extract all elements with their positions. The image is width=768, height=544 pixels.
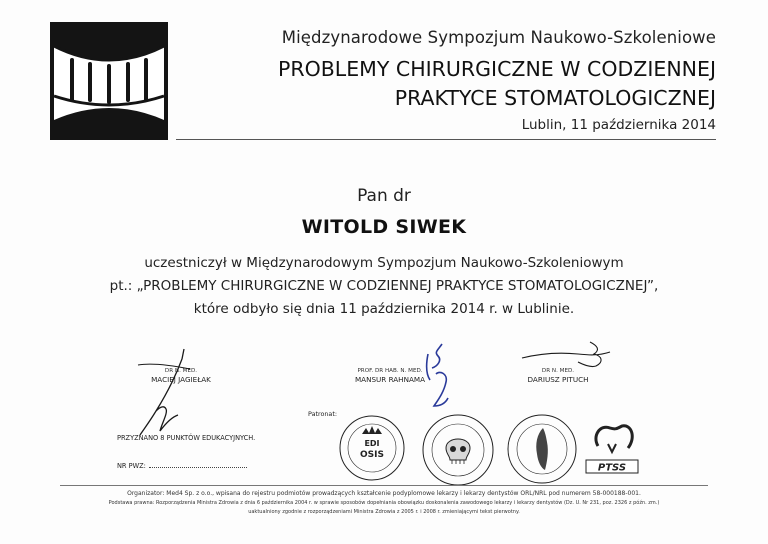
body-line-2: pt.: „PROBLEMY CHIRURGICZNE W CODZIENNEJ PRAKTYCE STOMATOLOGICZNEJ”, bbox=[109, 278, 659, 294]
footer-organizer: Organizator: Med4 Sp. z o.o., wpisana do rejestru podmiotów prowadzących kształcenie podyplomowe lekarzy i lekarzy dentystów ORL/NRL pod numerem 58-000188-001. bbox=[127, 490, 641, 497]
title-line-1: PROBLEMY CHIRURGICZNE W CODZIENNEJ bbox=[278, 57, 716, 81]
pwz-field bbox=[117, 461, 247, 470]
edi-text: EDI bbox=[364, 439, 380, 448]
signature-rahnama-icon bbox=[408, 340, 464, 416]
salutation: Pan dr bbox=[357, 186, 411, 206]
place-date: Lublin, 11 października 2014 bbox=[521, 117, 716, 133]
tooth-profile-logo-icon bbox=[505, 412, 579, 486]
signatory-title: DR N. MED. bbox=[164, 368, 198, 374]
signatory-name: DARIUSZ PITUCH bbox=[527, 375, 589, 384]
signatory-title: DR N. MED. bbox=[541, 368, 575, 374]
signature-jagielak-icon bbox=[130, 345, 210, 445]
pwz-label: NR PWZ: bbox=[117, 462, 146, 470]
title-line-2: PRAKTYCE STOMATOLOGICZNEJ bbox=[394, 86, 716, 110]
body-line-3: które odbyło się dnia 11 października 2014 r. w Lublinie. bbox=[193, 301, 575, 317]
header-divider bbox=[176, 139, 716, 140]
ptss-text: PTSS bbox=[597, 462, 627, 474]
footer-legal-2: uaktualniony zgodnie z rozporządzeniami Ministra Zdrowia z 2005 r. i 2008 r. zmieniającymi tekst pierwotny. bbox=[248, 509, 520, 515]
signatory-name: MANSUR RAHNAMA bbox=[354, 375, 426, 384]
osis-text: OSIS bbox=[360, 450, 384, 460]
symposium-name: Międzynarodowe Sympozjum Naukowo-Szkoleniowe bbox=[281, 28, 716, 47]
recipient-name: WITOLD SIWEK bbox=[301, 216, 467, 238]
body-line-1: uczestniczył w Międzynarodowym Sympozjum Naukowo-Szkoleniowym bbox=[144, 255, 624, 271]
signature-pituch-icon bbox=[518, 340, 618, 380]
pwz-line bbox=[149, 461, 247, 468]
footer-legal-1: Podstawa prawna: Rozporządzenia Ministra Zdrowia z dnia 6 października 2004 r. w sprawie sposobów dopełniania obowiązku doskonalenia zawodowego lekarzy i lekarzy dentystów (Dz. U. Nr 231, poz. 2326 z późn. zm.) bbox=[108, 500, 660, 506]
education-points: PRZYZNANO 8 PUNKTÓW EDUKACYJNYCH. bbox=[117, 434, 256, 442]
signatory-title: PROF. DR HAB. N. MED. bbox=[357, 368, 423, 374]
teeth-logo-icon bbox=[50, 22, 168, 140]
footer-divider bbox=[60, 485, 708, 486]
patronat-label: Patronat: bbox=[308, 410, 338, 418]
edi-osis-logo-icon bbox=[338, 414, 406, 482]
skull-seal-logo-icon bbox=[420, 412, 496, 488]
signatory-name: MACIEJ JAGIEŁAK bbox=[151, 375, 211, 384]
ptss-logo-icon bbox=[582, 416, 642, 480]
